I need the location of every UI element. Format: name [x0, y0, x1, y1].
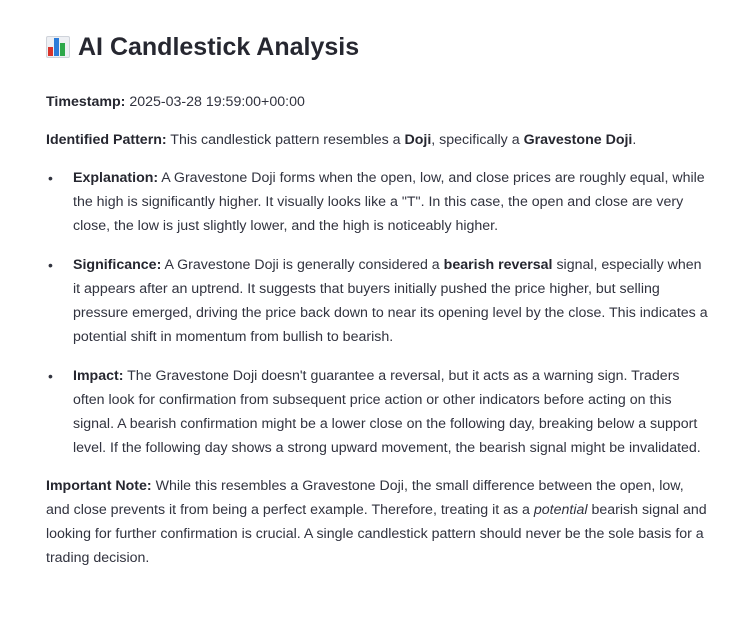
- significance-bearish-reversal: bearish reversal: [443, 257, 553, 273]
- pattern-text-2: , specifically a: [431, 132, 524, 148]
- pattern-gravestone-doji: Gravestone Doji: [523, 132, 633, 148]
- page-title-text: AI Candlestick Analysis: [78, 33, 360, 61]
- bar-chart-icon-bar-green: [60, 43, 65, 56]
- list-item-impact: [46, 364, 710, 460]
- important-note-potential: potential: [533, 502, 588, 518]
- significance-text-2: signal, especially when it appears after an uptrend. It suggests that buyers initially pushed the price higher, but selling pressure emerged, driving the price back down to near its opening level by the close. This indicates a potential shift in momentum from bullish to bearish.: [73, 257, 708, 345]
- timestamp-label: Timestamp:: [46, 94, 126, 110]
- explanation-label: Explanation:: [73, 170, 159, 186]
- bar-chart-icon-bar-red: [48, 47, 53, 56]
- timestamp-value: 2025-03-28 19:59:00+00:00: [125, 94, 305, 110]
- pattern-text-3: .: [632, 132, 637, 148]
- identified-pattern-line: [46, 128, 710, 152]
- important-note-label: Important Note:: [46, 478, 152, 494]
- important-note: [46, 474, 710, 570]
- bar-chart-icon: [46, 36, 70, 58]
- analysis-bullet-list: [46, 166, 710, 460]
- significance-text-1: A Gravestone Doji is generally considered a: [161, 257, 444, 273]
- pattern-doji: Doji: [404, 132, 432, 148]
- impact-label: Impact:: [73, 368, 124, 384]
- impact-text: The Gravestone Doji doesn't guarantee a reversal, but it acts as a warning sign. Traders often look for confirmation from subsequent price action or other indicators before acting on this signal. A bearish confirmation might be a lower close on the following day, breaking below a support level. If the following day shows a strong upward movement, the bearish signal might be invalidated.: [73, 368, 701, 456]
- explanation-text: A Gravestone Doji forms when the open, low, and close prices are roughly equal, while the high is significantly higher. It visually looks like a "T". In this case, the open and close are very close, the low is just slightly lower, and the high is noticeably higher.: [73, 170, 705, 234]
- important-note-text-1: While this resembles a Gravestone Doji, the small difference between the open, low, and close prevents it from being a perfect example. Therefore, treating it as a: [46, 478, 684, 518]
- pattern-text-1: This candlestick pattern resembles a: [166, 132, 405, 148]
- timestamp-line: [46, 90, 710, 114]
- pattern-label: Identified Pattern:: [46, 132, 167, 148]
- list-item-explanation: [46, 166, 710, 238]
- important-note-text-2: bearish signal and looking for further confirmation is crucial. A single candlestick pattern should never be the sole basis for a trading decision.: [46, 502, 707, 566]
- list-item-significance: [46, 253, 710, 349]
- bullet-marker: •: [48, 368, 53, 384]
- bar-chart-icon-bar-blue: [54, 38, 59, 56]
- page-title: [46, 30, 710, 64]
- significance-label: Significance:: [73, 257, 162, 273]
- bullet-marker: •: [48, 257, 53, 273]
- bullet-marker: •: [48, 170, 53, 186]
